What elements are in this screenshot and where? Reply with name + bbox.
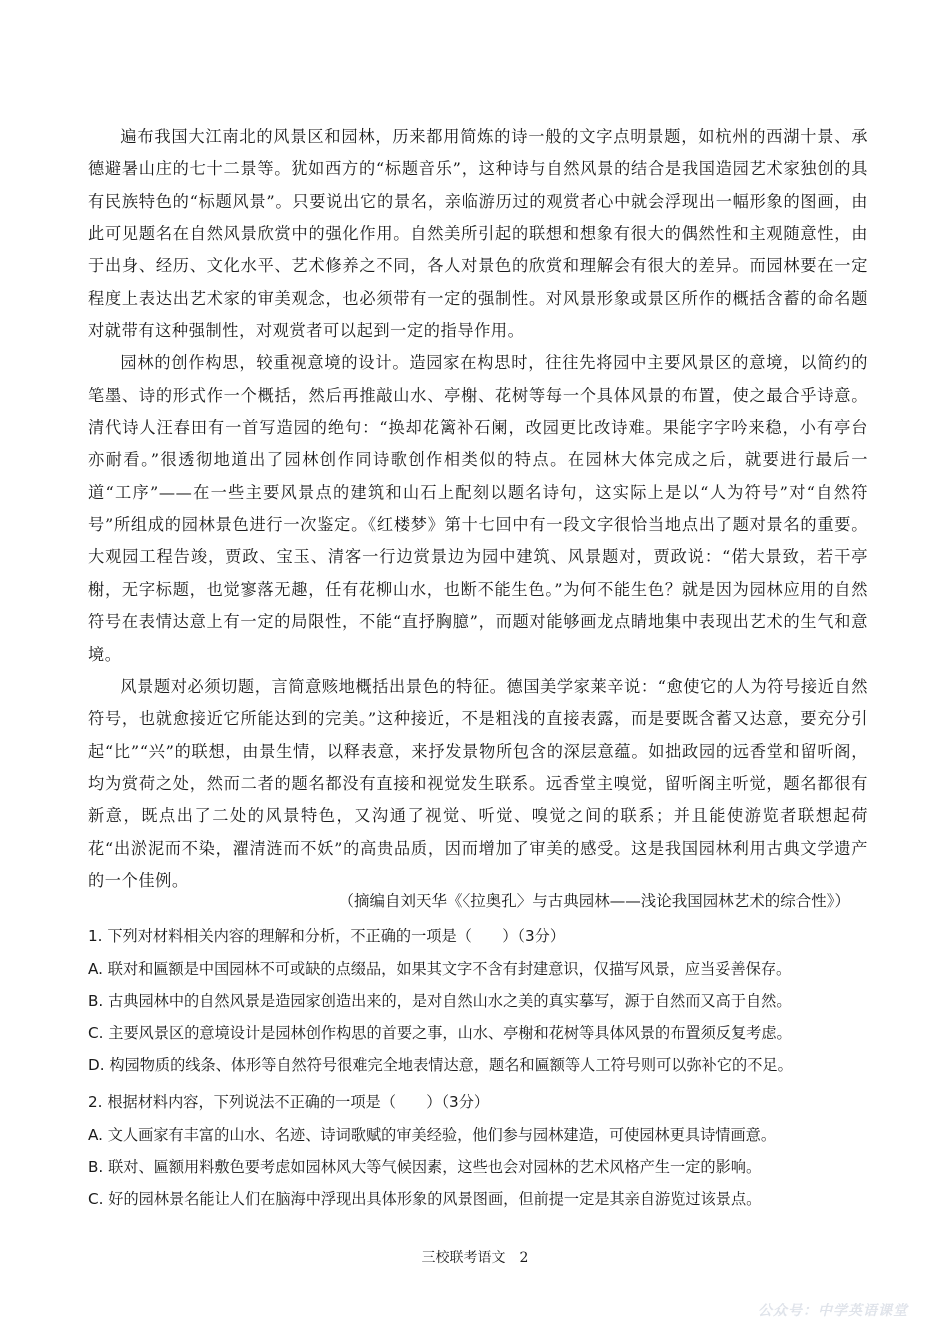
question-section xyxy=(88,919,878,1215)
option-b: B. 古典园林中的自然风景是造园家创造出来的，是对自然山水之美的真实摹写，源于自然而又高于自然。 xyxy=(88,992,792,1010)
passage-paragraph-2: 园林的创作构思，较重视意境的设计。造园家在构思时，往往先将园中主要风景区的意境，以简约的笔墨、诗的形式作一个概括，然后再推敲山水、亭榭、花树等每一个具体风景的布置，使之最合乎诗意。清代诗人汪春田有一首写造园的绝句：“换却花篱补石阑，改园更比改诗难。果能字字吟来稳，小有亭台亦耐看。”很透彻地道出了园林创作同诗歌创作相类似的特点。在园林大体完成之后，就要进行最后一道“工序”——在一些主要风景点的建筑和山石上配刻以题名诗句，这实际上是以“人为符号”对“自然符号”所组成的园林景色进行一次鉴定。《红楼梦》第十七回中有一段文字很恰当地点出了题对景名的重要。大观园工程告竣，贾政、宝玉、清客一行边赏景边为园中建筑、风景题对，贾政说：“偌大景致，若干亭榭，无字标题，也觉寥落无趣，任有花柳山水，也断不能生色。”为何不能生色？就是因为园林应用的自然符号在表情达意上有一定的局限性，不能“直抒胸臆”，而题对能够画龙点睛地集中表现出艺术的生气和意境。 xyxy=(88,353,868,664)
option-c: C. 主要风景区的意境设计是园林创作构思的首要之事，山水、亭榭和花树等具体风景的布置须反复考虑。 xyxy=(88,1024,792,1042)
source-citation: （摘编自刘天华《〈拉奥孔〉与古典园林——浅论我国园林艺术的综合性》） xyxy=(338,892,850,910)
option-b: B. 联对、匾额用料敷色要考虑如园林风大等气候因素，这些也会对园林的艺术风格产生一定的影响。 xyxy=(88,1158,762,1176)
question-stem: 1. 下列对材料相关内容的理解和分析，不正确的一项是（ ）（3分） xyxy=(88,927,566,945)
question-stem: 2. 根据材料内容，下列说法不正确的一项是（ ）（3分） xyxy=(88,1093,490,1111)
passage-paragraph-3: 风景题对必须切题，言简意赅地概括出景色的特征。德国美学家莱辛说：“愈使它的人为符号接近自然符号，也就愈接近它所能达到的完美。”这种接近，不是粗浅的直接表露，而是要既含蓄又达意，要充分引起“比”“兴”的联想，由景生情，以释表意，来抒发景物所包含的深层意蕴。如拙政园的远香堂和留听阁，均为赏荷之处，然而二者的题名都没有直接和视觉发生联系。远香堂主嗅觉，留听阁主听觉，题名都很有新意，既点出了二处的风景特色，又沟通了视觉、听觉、嗅觉之间的联系；并且能使游览者联想起荷花“出淤泥而不染，濯清涟而不妖”的高贵品质，因而增加了审美的感受。这是我国园林利用古典文学遗产的一个佳例。 xyxy=(88,676,868,890)
option-d: D. 构园物质的线条、体形等自然符号很难完全地表情达意，题名和匾额等人工符号则可以弥补它的不足。 xyxy=(88,1056,793,1074)
reading-passage xyxy=(88,121,868,897)
option-a: A. 联对和匾额是中国园林不可或缺的点缀品，如果其文字不含有封建意识，仅描写风景，应当妥善保存。 xyxy=(88,960,792,978)
option-a: A. 文人画家有丰富的山水、名迹、诗词歌赋的审美经验，他们参与园林建造，可使园林更具诗情画意。 xyxy=(88,1126,777,1144)
page-footer: 三校联考语文 2 xyxy=(421,1250,529,1266)
option-c: C. 好的园林景名能让人们在脑海中浮现出具体形象的风景图画，但前提一定是其亲自游览过该景点。 xyxy=(88,1190,762,1208)
question-1 xyxy=(88,919,878,1081)
watermark-text: 公众号：中学英语课堂 xyxy=(758,1303,908,1319)
passage-paragraph-1: 遍布我国大江南北的风景区和园林，历来都用简炼的诗一般的文字点明景题，如杭州的西湖十景、承德避暑山庄的七十二景等。犹如西方的“标题音乐”，这种诗与自然风景的结合是我国造园艺术家独创的具有民族特色的“标题风景”。只要说出它的景名，亲临游历过的观赏者心中就会浮现出一幅形象的图画，由此可见题名在自然风景欣赏中的强化作用。自然美所引起的联想和想象有很大的偶然性和主观随意性，由于出身、经历、文化水平、艺术修养之不同，各人对景色的欣赏和理解会有很大的差异。而园林要在一定程度上表达出艺术家的审美观念，也必须带有一定的强制性。对风景形象或景区所作的概括含蓄的命名题对就带有这种强制性，对观赏者可以起到一定的指导作用。 xyxy=(88,127,868,341)
question-2 xyxy=(88,1085,878,1215)
